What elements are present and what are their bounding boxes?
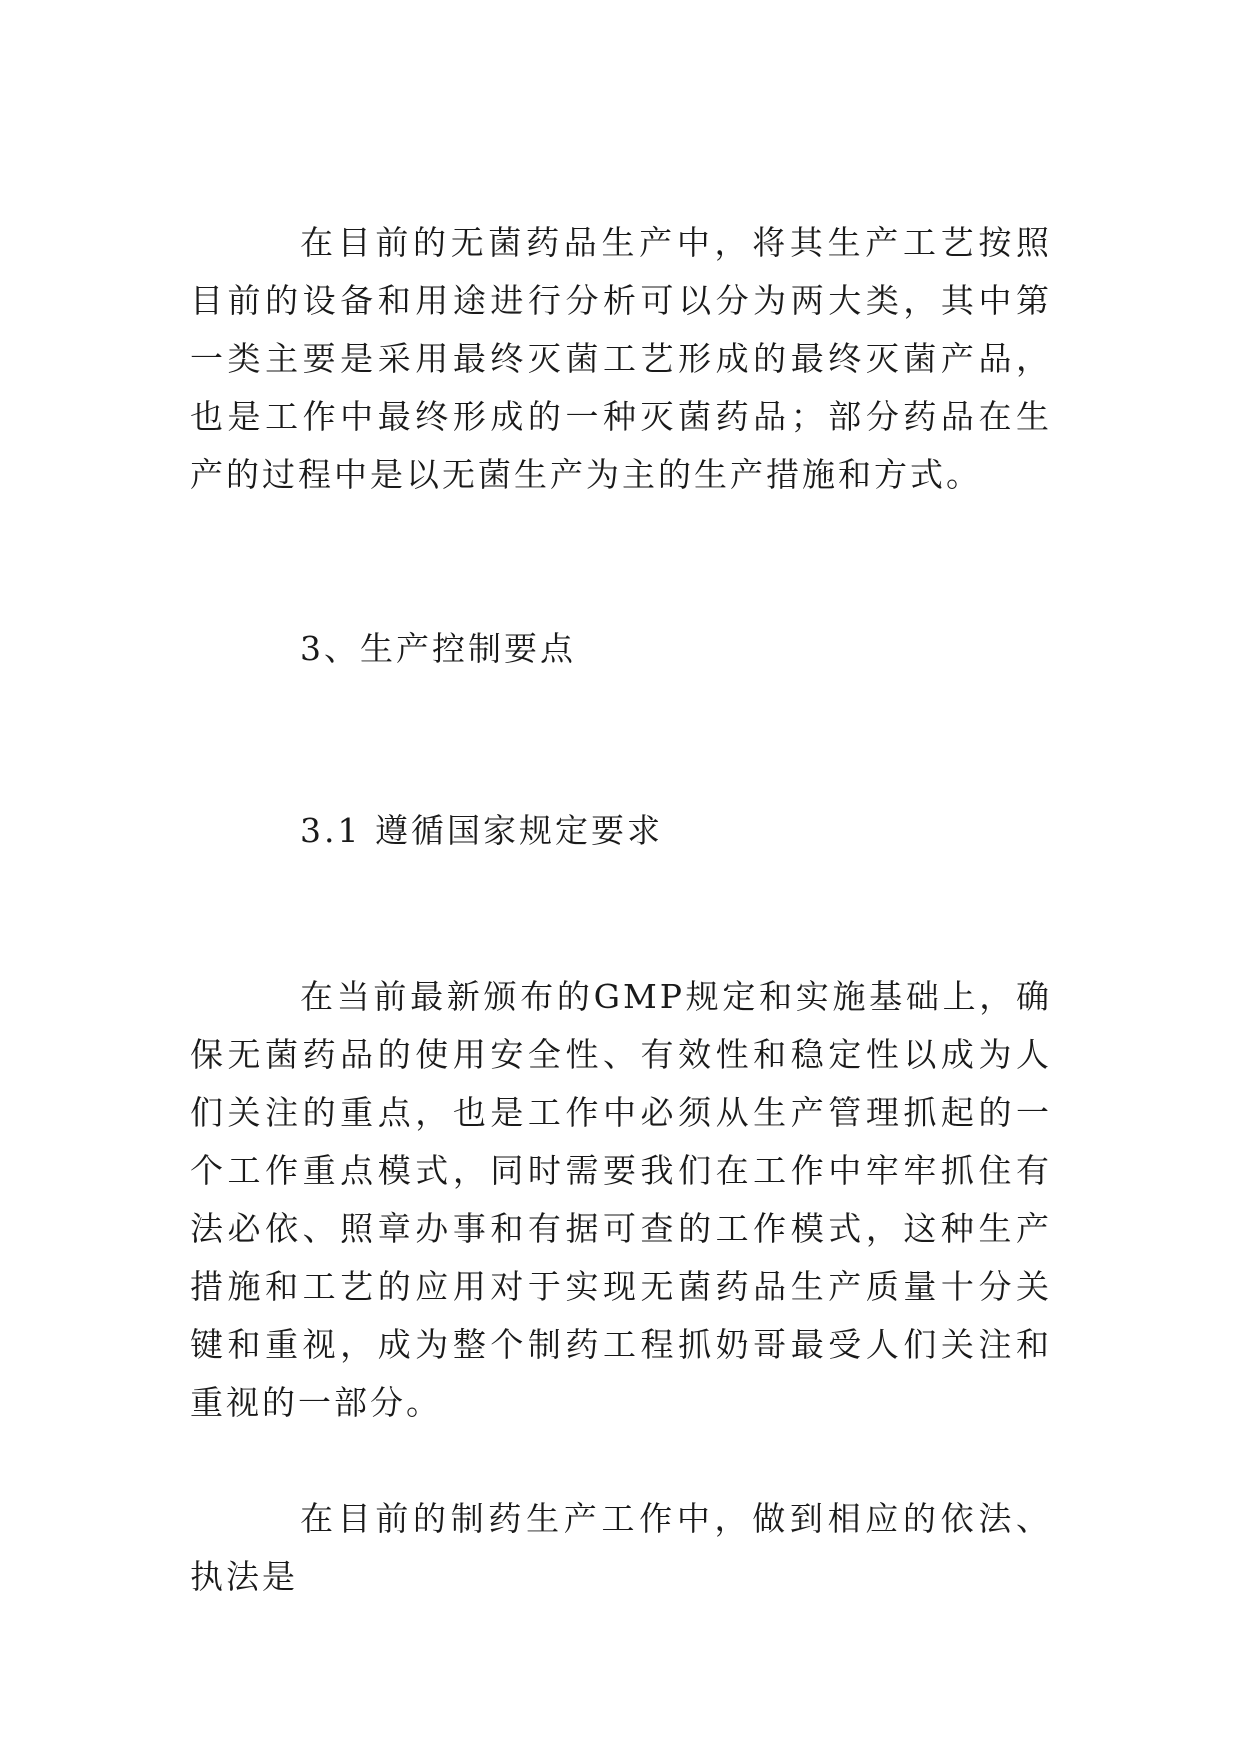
section-heading-3-1: 3.1 遵循国家规定要求 <box>300 811 663 850</box>
paragraph-gmp: 在当前最新颁布的GMP规定和实施基础上，确保无菌药品的使用安全性、有效性和稳定性以成为人们关注的重点，也是工作中必须从生产管理抓起的一个工作重点模式，同时需要我们在工作中牢牢抓住有法必依、照章办事和有据可查的工作模式，这种生产措施和工艺的应用对于实现无菌药品生产质量十分关键和重视，成为整个制药工程抓奶哥最受人们关注和重视的一部分。 <box>190 977 1052 1422</box>
paragraph-lawful-production: 在目前的制药生产工作中，做到相应的依法、执法是 <box>190 1499 1052 1596</box>
section-heading-3: 3、生产控制要点 <box>300 629 576 668</box>
paragraph-intro: 在目前的无菌药品生产中，将其生产工艺按照目前的设备和用途进行分析可以分为两大类，其中第一类主要是采用最终灭菌工艺形成的最终灭菌产品，也是工作中最终形成的一种灭菌药品；部分药品在生产的过程中是以无菌生产为主的生产措施和方式。 <box>190 223 1052 494</box>
